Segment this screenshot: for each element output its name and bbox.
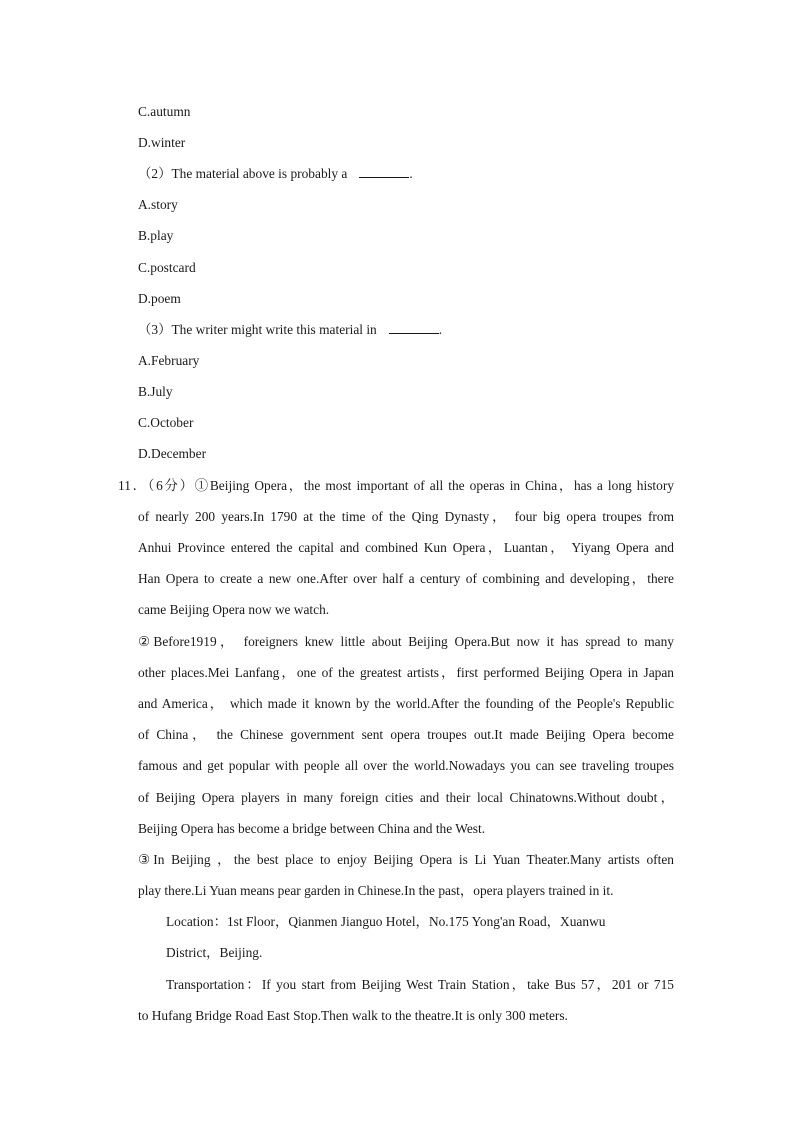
subquestion-2-option-d: D.poem: [138, 291, 181, 306]
paragraph-3-line: ③In Beijing ，the best place to enjoy Beijing Opera is Li Yuan Theater.Many artists often: [138, 852, 674, 867]
paragraph-2-line: ②Before1919， foreigners knew little about Beijing Opera.But now it has spread to many: [138, 634, 674, 649]
paragraph-3-line: play there.Li Yuan means pear garden in Chinese.In the past，opera players trained in it.: [138, 883, 614, 898]
answer-blank: [389, 320, 439, 334]
subquestion-3-option-d: D.December: [138, 446, 207, 461]
subquestion-2-prompt: （2）The material above is probably a: [138, 166, 348, 181]
transportation-line: to Hufang Bridge Road East Stop.Then walk to the theatre.It is only 300 meters.: [138, 1008, 568, 1023]
subquestion-3-prompt: （3）The writer might write this material in: [138, 322, 377, 337]
location-line: Location：1st Floor，Qianmen Jianguo Hotel，No.175 Yong'an Road，Xuanwu: [166, 914, 606, 929]
paragraph-1-line: Han Opera to create a new one.After over half a century of combining and developing，there: [138, 571, 674, 586]
paragraph-2-line: and America， which made it known by the world.After the founding of the People's Republic: [138, 696, 674, 711]
paragraph-2-line: other places.Mei Lanfang，one of the greatest artists，first performed Beijing Opera in Japan: [138, 665, 674, 680]
subquestion-3-option-b: B.July: [138, 384, 173, 399]
paragraph-2-line: of China， the Chinese government sent opera troupes out.It made Beijing Opera become: [138, 727, 674, 742]
subquestion-2-option-c: C.postcard: [138, 260, 196, 275]
option-c-autumn: C.autumn: [138, 104, 191, 119]
answer-blank: [359, 164, 409, 178]
paragraph-2-line: of Beijing Opera players in many foreign cities and their local Chinatowns.Without doubt，: [138, 790, 674, 805]
option-d-winter: D.winter: [138, 135, 186, 150]
paragraph-1-line: Anhui Province entered the capital and combined Kun Opera，Luantan， Yiyang Opera and: [138, 540, 674, 555]
subquestion-3-option-c: C.October: [138, 415, 194, 430]
paragraph-2-line: famous and get popular with people all over the world.Nowadays you can see traveling troupes: [138, 758, 674, 773]
subquestion-2-option-a: A.story: [138, 197, 178, 212]
subquestion-3-option-a: A.February: [138, 353, 200, 368]
paragraph-2-line: Beijing Opera has become a bridge between China and the West.: [138, 821, 486, 836]
paragraph-1-line: came Beijing Opera now we watch.: [138, 602, 330, 617]
transportation-line: Transportation：If you start from Beijing West Train Station，take Bus 57，201 or 715: [166, 977, 674, 992]
location-line: District，Beijing.: [166, 945, 263, 960]
subquestion-3: （3）The writer might write this material in .: [138, 322, 443, 337]
question-11-header: 11．（6分）①Beijing Opera，the most important of all the operas in China，has a long history: [118, 478, 674, 493]
paragraph-1-line: of nearly 200 years.In 1790 at the time of the Qing Dynasty， four big opera troupes from: [138, 509, 674, 524]
subquestion-2: （2）The material above is probably a .: [138, 166, 413, 181]
subquestion-2-option-b: B.play: [138, 228, 174, 243]
